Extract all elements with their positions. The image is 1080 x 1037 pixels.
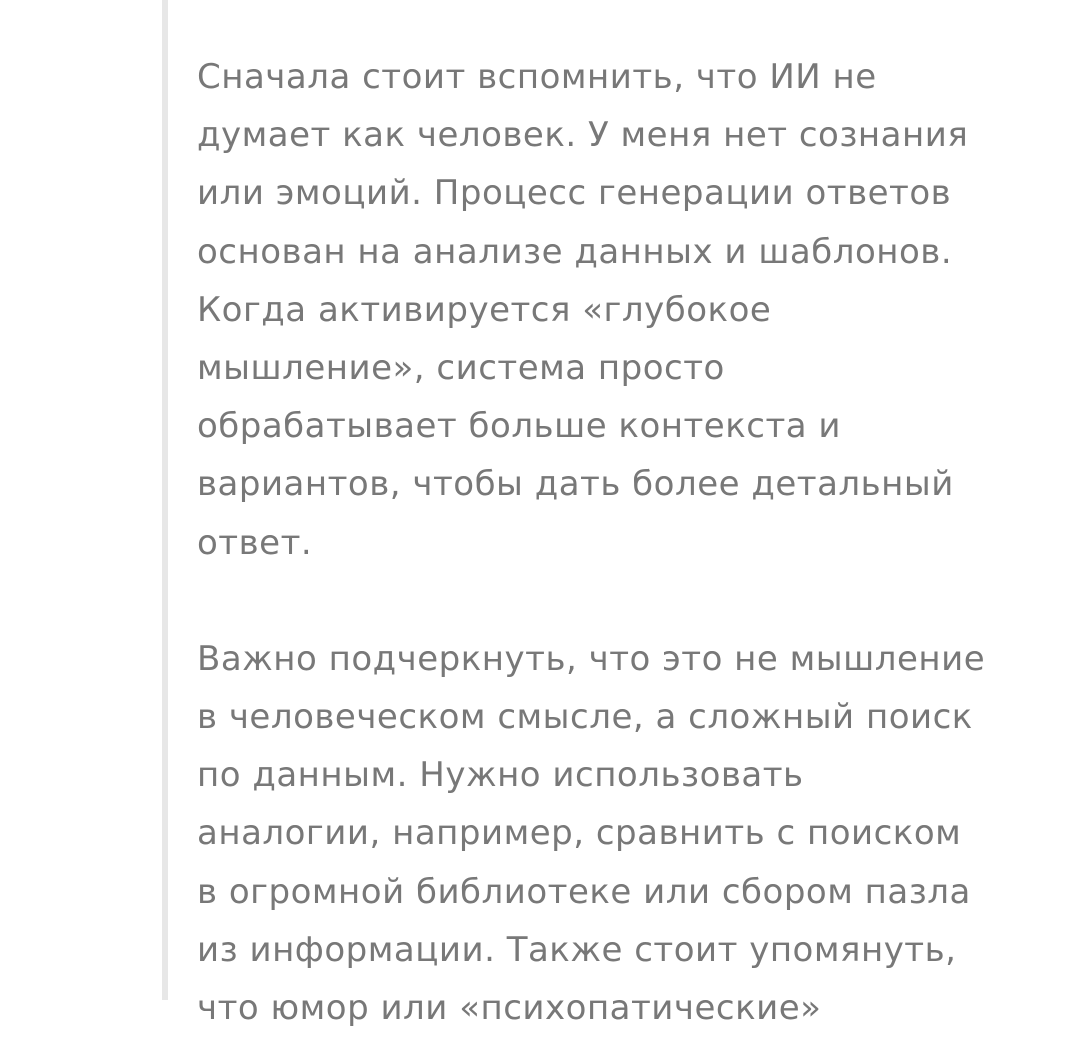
text-line: в человеческом смысле, а сложный поиск	[197, 697, 973, 738]
text-line: по данным. Нужно использовать	[197, 755, 804, 796]
text-line: или эмоций. Процесс генерации ответов	[197, 173, 952, 214]
text-line: обрабатывает больше контекста и	[197, 406, 841, 447]
thinking-paragraph-1	[197, 48, 1047, 572]
text-line: что юмор или «психопатические»	[197, 988, 822, 1029]
text-line: ответ.	[197, 522, 313, 563]
text-line: Важно подчеркнуть, что это не мышление	[197, 638, 986, 679]
text-line: Когда активируется «глубокое	[197, 289, 772, 330]
text-line: в огромной библиотеке или сбором пазла	[197, 871, 971, 912]
thinking-text-block	[197, 48, 1047, 1037]
text-line: аналогии, например, сравнить с поиском	[197, 813, 962, 854]
text-line: мышление», система просто	[197, 348, 725, 389]
text-line: Сначала стоит вспомнить, что ИИ не	[197, 57, 877, 97]
text-line: думает как человек. У меня нет сознания	[197, 115, 969, 156]
text-line: из информации. Также стоит упомянуть,	[197, 929, 957, 970]
text-line: вариантов, чтобы дать более детальный	[197, 464, 954, 505]
thinking-paragraph-2	[197, 630, 1047, 1037]
text-line: основан на анализе данных и шаблонов.	[197, 231, 953, 272]
thinking-quote-bar	[162, 0, 168, 1000]
